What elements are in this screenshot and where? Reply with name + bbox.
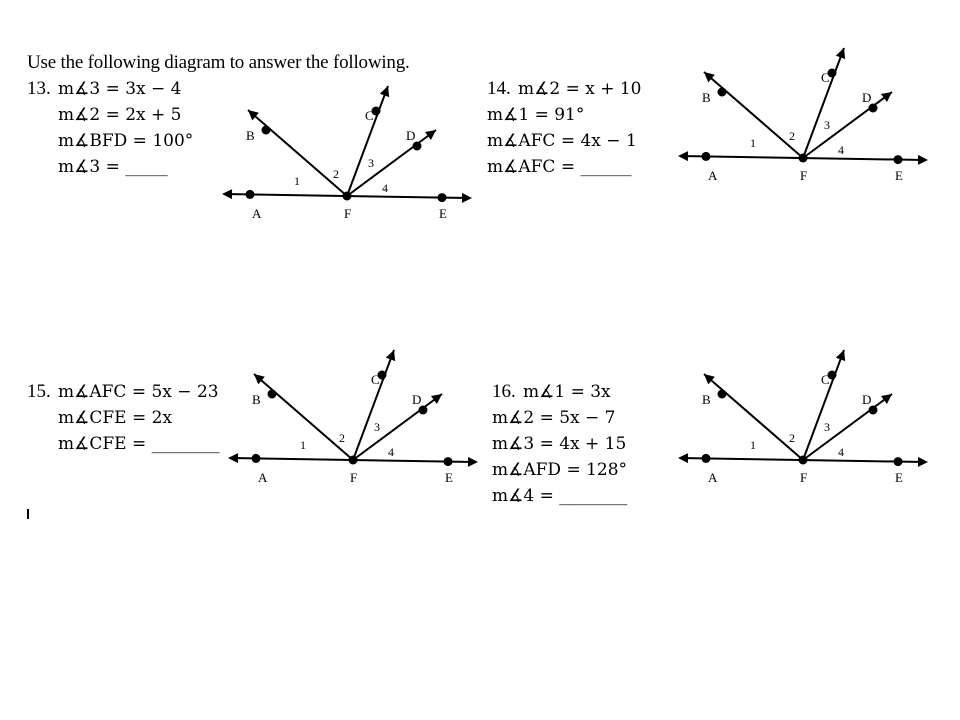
label-point-d: D <box>412 392 422 407</box>
point-f <box>799 456 808 465</box>
label-angle-1: 1 <box>750 136 756 150</box>
label-point-d: D <box>406 128 416 143</box>
answer-blank[interactable]: m∡4 = ________ <box>492 486 628 506</box>
arrowhead-left <box>222 189 232 199</box>
point-a <box>246 190 255 199</box>
label-point-a: A <box>708 168 718 183</box>
label-angle-2: 2 <box>789 129 795 143</box>
arrowhead-right <box>462 193 472 203</box>
label-point-a: A <box>708 470 718 485</box>
point-b <box>268 390 277 399</box>
label-point-c: C <box>365 108 374 123</box>
label-point-f: F <box>800 470 808 485</box>
label-angle-3: 3 <box>374 420 380 434</box>
angle-diagram-13 <box>220 80 472 240</box>
point-a <box>252 454 261 463</box>
angle-diagram-16 <box>676 344 928 504</box>
label-angle-1: 1 <box>294 174 300 188</box>
arrowhead-left <box>678 151 688 161</box>
label-angle-3: 3 <box>368 156 374 170</box>
point-a <box>702 454 711 463</box>
point-e <box>894 155 903 164</box>
label-angle-1: 1 <box>750 438 756 452</box>
angle-diagram-svg <box>220 80 472 240</box>
label-point-b: B <box>252 392 261 407</box>
arrowhead-d <box>431 394 442 404</box>
angle-diagram-svg <box>676 344 928 504</box>
angle-diagram-14 <box>676 42 928 202</box>
arrowhead-left <box>678 453 688 463</box>
label-point-b: B <box>702 90 711 105</box>
arrowhead-left <box>228 453 238 463</box>
point-f <box>799 154 808 163</box>
ray-fc <box>347 86 388 196</box>
text-cursor <box>27 509 29 519</box>
label-angle-4: 4 <box>382 181 388 195</box>
problem-15 <box>27 379 220 457</box>
equation: m∡BFD = 100° <box>58 131 194 151</box>
equation: m∡3 = 3x − 4 <box>58 79 182 99</box>
label-angle-4: 4 <box>838 143 844 157</box>
label-point-e: E <box>445 470 453 485</box>
ray-fc <box>353 350 394 460</box>
problem-16 <box>492 379 627 509</box>
label-point-a: A <box>258 470 268 485</box>
equation: m∡CFE = 2x <box>58 408 173 428</box>
problem-number: 16. <box>492 381 516 402</box>
label-point-d: D <box>862 90 872 105</box>
point-e <box>894 457 903 466</box>
point-f <box>343 192 352 201</box>
equation: m∡2 = x + 10 <box>518 79 642 99</box>
label-point-f: F <box>344 206 352 221</box>
angle-diagram-svg <box>226 344 478 504</box>
equation: m∡AFC = 5x − 23 <box>58 382 219 402</box>
label-point-e: E <box>895 470 903 485</box>
label-point-e: E <box>439 206 447 221</box>
label-point-f: F <box>350 470 358 485</box>
problem-number: 13. <box>27 78 51 99</box>
equation: m∡1 = 3x <box>523 382 611 402</box>
label-point-f: F <box>800 168 808 183</box>
answer-blank[interactable]: m∡3 = _____ <box>58 157 168 177</box>
point-b <box>262 126 271 135</box>
angle-diagram-svg <box>676 42 928 202</box>
point-b <box>718 88 727 97</box>
problem-number: 15. <box>27 381 51 402</box>
label-point-c: C <box>821 70 830 85</box>
worksheet-instructions: Use the following diagram to answer the following. <box>27 52 410 73</box>
arrowhead-right <box>918 457 928 467</box>
point-a <box>702 152 711 161</box>
equation: m∡2 = 5x − 7 <box>492 408 616 428</box>
label-point-a: A <box>252 206 262 221</box>
answer-blank[interactable]: m∡AFC = ______ <box>487 157 632 177</box>
arrowhead-d <box>425 130 436 140</box>
equation: m∡AFC = 4x − 1 <box>487 131 637 151</box>
problem-13 <box>27 76 193 180</box>
label-point-c: C <box>371 372 380 387</box>
label-point-c: C <box>821 372 830 387</box>
label-angle-2: 2 <box>789 431 795 445</box>
equation: m∡AFD = 128° <box>492 460 628 480</box>
ray-fc <box>803 48 844 158</box>
label-angle-2: 2 <box>333 167 339 181</box>
label-angle-4: 4 <box>388 445 394 459</box>
label-point-b: B <box>702 392 711 407</box>
point-e <box>444 457 453 466</box>
arrowhead-d <box>881 92 892 102</box>
problem-14 <box>487 76 642 180</box>
label-angle-4: 4 <box>838 445 844 459</box>
label-angle-3: 3 <box>824 420 830 434</box>
label-angle-1: 1 <box>300 438 306 452</box>
point-b <box>718 390 727 399</box>
equation: m∡2 = 2x + 5 <box>58 105 182 125</box>
problem-number: 14. <box>487 78 511 99</box>
point-e <box>438 193 447 202</box>
arrowhead-right <box>918 155 928 165</box>
label-point-b: B <box>246 128 255 143</box>
label-angle-3: 3 <box>824 118 830 132</box>
arrowhead-d <box>881 394 892 404</box>
point-f <box>349 456 358 465</box>
equation: m∡3 = 4x + 15 <box>492 434 627 454</box>
label-angle-2: 2 <box>339 431 345 445</box>
label-point-e: E <box>895 168 903 183</box>
equation: m∡1 = 91° <box>487 105 585 125</box>
ray-fc <box>803 350 844 460</box>
answer-blank[interactable]: m∡CFE = ________ <box>58 434 220 454</box>
arrowhead-right <box>468 457 478 467</box>
angle-diagram-15 <box>226 344 478 504</box>
label-point-d: D <box>862 392 872 407</box>
